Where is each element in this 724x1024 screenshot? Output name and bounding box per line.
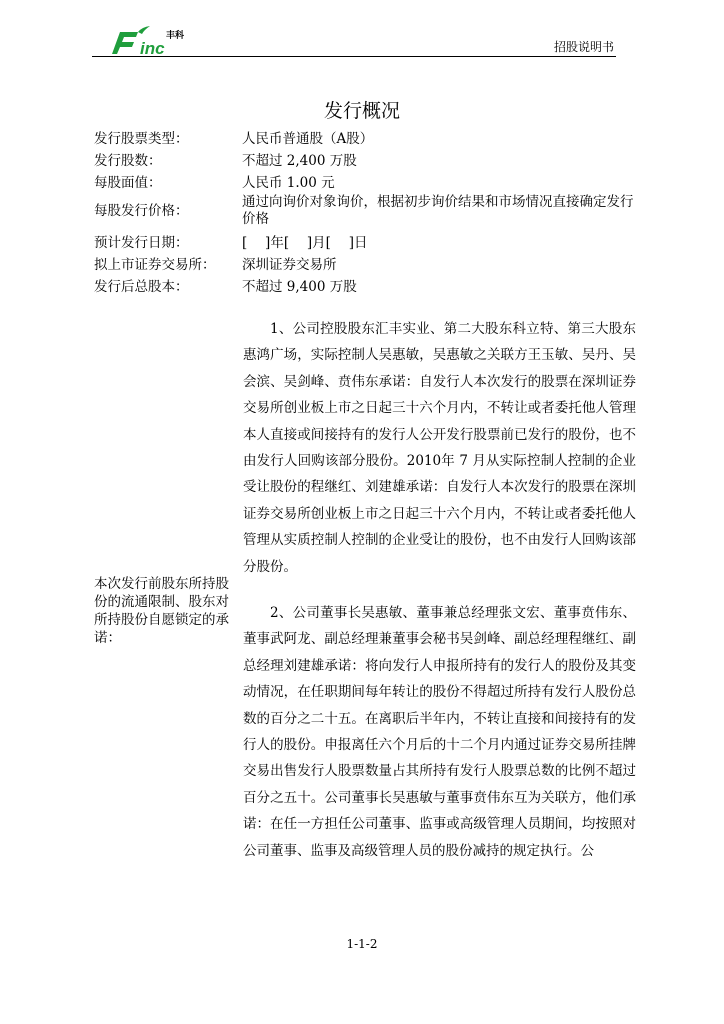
overview-row: 预计发行日期： [ ]年[ ]月[ ]日 xyxy=(94,235,368,251)
logo-brand-cn: 丰科 xyxy=(166,31,185,41)
overview-row: 每股面值： 人民币 1.00 元 xyxy=(94,175,335,191)
page-number: 1-1-2 xyxy=(346,937,378,951)
svg-text:inc: inc xyxy=(140,39,165,58)
overview-row: 拟上市证券交易所： 深圳证券交易所 xyxy=(94,257,337,273)
overview-row: 发行后总股本： 不超过 9,400 万股 xyxy=(94,279,357,295)
lockup-label: 本次发行前股东所持股份的流通限制、股东对所持股份自愿锁定的承诺： xyxy=(94,576,229,646)
overview-row: 每股发行价格： 通过向询价对象询价，根据初步询价结果和市场情况直接确定发行价格 xyxy=(94,194,634,227)
lockup-paragraph-1: 1、公司控股股东汇丰实业、第二大股东科立特、第三大股东惠鸿广场，实际控制人吴惠敏，吴惠敏之关联方王玉敏、吴丹、吴会滨、吴剑峰、贲伟东承诺：自发行人本次发行的股票在深圳证券交易所创业板上市之日起三十六个月内，不转让或者委托他人管理本人直接或间接持有的发行人公开发行股票前已发行的股份，也不由发行人回购该部分股份。2010年 7 月从实际控制人控制的企业受让股份的程继红、刘建雄承诺：自发行人本次发行的股票在深圳证券交易所创业板上市之日起三十六个月内，不转让或者委托他人管理从实质控制人控制的企业受让的股份，也不由发行人回购该部分股份。 xyxy=(243,321,636,575)
document-name: 招股说明书 xyxy=(553,40,614,54)
overview-row: 发行股数： 不超过 2,400 万股 xyxy=(94,153,357,169)
company-logo xyxy=(108,24,200,58)
overview-row: 发行股票类型： 人民币普通股（A股） xyxy=(94,131,374,147)
overview-table xyxy=(94,126,634,296)
page-title: 发行概况 xyxy=(323,100,400,122)
lockup-paragraph-2: 2、公司董事长吴惠敏、董事兼总经理张文宏、董事贲伟东、董事武阿龙、副总经理兼董事会秘书吴剑峰、副总经理程继红、副总经理刘建雄承诺：将向发行人申报所持有的发行人的股份及其变动情况，在任职期间每年转让的股份不得超过所持有发行人股份总数的百分之二十五。在离职后半年内，不转让直接和间接持有的发行人的股份。申报离任六个月后的十二个月内通过证券交易所挂牌交易出售发行人股票数量占其所持有发行人股票总数的比例不超过百分之五十。公司董事长吴惠敏与董事贲伟东互为关联方，他们承诺：在任一方担任公司董事、监事或高级管理人员期间，均按照对公司董事、监事及高级管理人员的股份减持的规定执行。公 xyxy=(243,605,636,859)
header-divider xyxy=(92,56,616,57)
